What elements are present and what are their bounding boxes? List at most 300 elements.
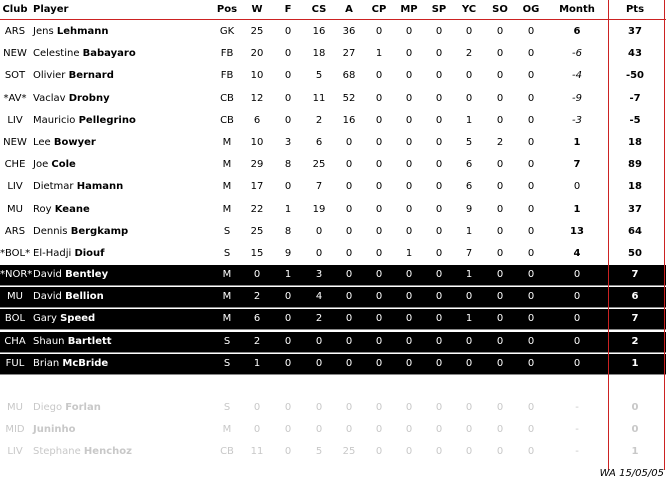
- og-cell: 0: [527, 446, 535, 458]
- player-first-name: Joe: [33, 159, 49, 171]
- month-cell: -: [575, 446, 579, 458]
- player-last-name: Hamann: [76, 181, 124, 193]
- og-cell: 0: [527, 70, 535, 82]
- f-cell: 0: [284, 335, 292, 347]
- month-cell: 0: [573, 291, 581, 303]
- cs-cell: 25: [312, 159, 326, 171]
- mp-cell: 0: [405, 137, 413, 148]
- player-last-name: Cole: [51, 159, 76, 171]
- pos-cell: M: [222, 424, 232, 436]
- f-cell: 1: [284, 203, 292, 215]
- w-cell: 10: [250, 137, 264, 148]
- club-cell: CHA: [4, 335, 26, 347]
- f-cell: 0: [284, 92, 292, 104]
- player-cell: [33, 222, 213, 242]
- pos-cell: M: [222, 159, 232, 171]
- pos-cell: S: [223, 402, 231, 413]
- row-separator: [0, 329, 666, 330]
- pts-cell: 89: [628, 159, 642, 171]
- table-row: [0, 222, 666, 242]
- f-cell: 0: [284, 181, 292, 193]
- cs-cell: 16: [312, 26, 326, 37]
- f-cell: 0: [284, 357, 292, 369]
- a-cell: 52: [342, 92, 356, 104]
- player-cell: [33, 111, 213, 131]
- cp-cell: 0: [375, 313, 383, 325]
- cp-cell: 0: [375, 92, 383, 104]
- sp-cell: 0: [435, 446, 443, 458]
- player-first-name: Celestine: [33, 48, 80, 60]
- club-cell: CHE: [4, 159, 26, 171]
- mp-cell: 0: [405, 335, 413, 347]
- w-cell: 0: [253, 269, 261, 280]
- mp-cell: 0: [405, 48, 413, 60]
- mp-cell: 0: [405, 26, 413, 37]
- f-cell: 0: [284, 26, 292, 37]
- player-first-name: David: [33, 269, 62, 280]
- player-first-name: Dietmar: [33, 181, 74, 193]
- cs-cell: 5: [315, 70, 323, 82]
- sp-cell: 0: [435, 357, 443, 369]
- club-cell: NEW: [3, 48, 27, 60]
- mp-cell: 0: [405, 114, 413, 126]
- so-cell: 0: [496, 159, 504, 171]
- header-og: OG: [522, 4, 540, 15]
- row-separator: [0, 374, 666, 375]
- header-cp: CP: [371, 4, 387, 15]
- header-w: W: [251, 4, 263, 15]
- pts-cell: 1: [631, 446, 639, 458]
- table-row: [0, 133, 666, 153]
- cp-cell: 0: [375, 26, 383, 37]
- pos-cell: GK: [219, 26, 235, 37]
- player-first-name: El-Hadji: [33, 248, 72, 259]
- month-cell: -: [575, 424, 579, 436]
- pos-cell: FB: [220, 48, 234, 60]
- yc-cell: 1: [465, 225, 473, 237]
- pos-cell: S: [223, 335, 231, 347]
- player-first-name: Diego: [33, 402, 63, 413]
- player-last-name: Pellegrino: [78, 114, 136, 126]
- pts-cell: 50: [628, 248, 642, 259]
- og-cell: 0: [527, 248, 535, 259]
- table-row: [0, 22, 666, 42]
- mp-cell: 0: [405, 159, 413, 171]
- player-first-name: Gary: [33, 313, 57, 325]
- table-row: [0, 354, 666, 374]
- so-cell: 0: [496, 357, 504, 369]
- header-pos: Pos: [216, 4, 238, 15]
- sp-cell: 0: [435, 402, 443, 413]
- header-pts: Pts: [625, 4, 645, 15]
- og-cell: 0: [527, 424, 535, 436]
- cp-cell: 0: [375, 70, 383, 82]
- club-cell: *AV*: [3, 92, 27, 104]
- club-cell: MU: [7, 402, 23, 413]
- club-cell: MID: [5, 424, 25, 436]
- cs-cell: 7: [315, 181, 323, 193]
- yc-cell: 7: [465, 248, 473, 259]
- month-cell: 0: [573, 335, 581, 347]
- yc-cell: 9: [465, 203, 473, 215]
- month-cell: 1: [573, 203, 581, 215]
- player-last-name: Bartlett: [67, 335, 112, 347]
- so-cell: 0: [496, 181, 504, 193]
- cp-cell: 0: [375, 335, 383, 347]
- month-cell: -4: [572, 70, 582, 82]
- f-cell: 3: [284, 137, 292, 148]
- player-cell: [33, 309, 213, 329]
- club-cell: *BOL*: [0, 248, 31, 259]
- player-first-name: David: [33, 291, 62, 303]
- pos-cell: S: [223, 248, 231, 259]
- table-row: [0, 244, 666, 264]
- cs-cell: 4: [315, 291, 323, 303]
- player-cell: [33, 265, 213, 285]
- player-cell: [33, 22, 213, 42]
- player-last-name: Drobny: [68, 92, 110, 104]
- sp-cell: 0: [435, 269, 443, 280]
- og-cell: 0: [527, 159, 535, 171]
- player-first-name: Roy: [33, 203, 52, 215]
- yc-cell: 1: [465, 114, 473, 126]
- og-cell: 0: [527, 291, 535, 303]
- so-cell: 0: [496, 92, 504, 104]
- a-cell: 25: [342, 446, 356, 458]
- table-row: [0, 155, 666, 175]
- month-cell: 7: [573, 159, 581, 171]
- club-cell: ARS: [4, 26, 26, 37]
- pts-cell: 43: [628, 48, 642, 60]
- so-cell: 0: [496, 114, 504, 126]
- player-last-name: Speed: [60, 313, 96, 325]
- table-row: [0, 265, 666, 285]
- og-cell: 0: [527, 269, 535, 280]
- month-divider: [608, 0, 609, 470]
- so-cell: 0: [496, 446, 504, 458]
- f-cell: 0: [284, 313, 292, 325]
- cp-cell: 0: [375, 137, 383, 148]
- a-cell: 0: [345, 181, 353, 193]
- player-last-name: McBride: [62, 357, 109, 369]
- a-cell: 0: [345, 357, 353, 369]
- cp-cell: 0: [375, 181, 383, 193]
- cp-cell: 0: [375, 402, 383, 413]
- pos-cell: CB: [220, 92, 234, 104]
- player-cell: [33, 420, 213, 440]
- cp-cell: 0: [375, 446, 383, 458]
- a-cell: 0: [345, 335, 353, 347]
- cs-cell: 11: [312, 92, 326, 104]
- mp-cell: 0: [405, 313, 413, 325]
- pos-cell: M: [222, 203, 232, 215]
- sp-cell: 0: [435, 225, 443, 237]
- pos-cell: S: [223, 357, 231, 369]
- mp-cell: 0: [405, 181, 413, 193]
- player-cell: [33, 177, 213, 197]
- pts-cell: -7: [629, 92, 641, 104]
- a-cell: 16: [342, 114, 356, 126]
- table-row: [0, 398, 666, 418]
- sp-cell: 0: [435, 70, 443, 82]
- player-first-name: Stephane: [33, 446, 81, 458]
- f-cell: 0: [284, 70, 292, 82]
- pts-cell: 18: [628, 137, 642, 148]
- player-last-name: Juninho: [33, 424, 76, 436]
- yc-cell: 0: [465, 92, 473, 104]
- mp-cell: 0: [405, 402, 413, 413]
- og-cell: 0: [527, 137, 535, 148]
- pts-cell: 0: [631, 402, 639, 413]
- player-last-name: Bernard: [68, 70, 114, 82]
- mp-cell: 0: [405, 446, 413, 458]
- month-cell: 1: [573, 137, 581, 148]
- w-cell: 6: [253, 313, 261, 325]
- month-cell: -3: [572, 114, 582, 126]
- yc-cell: 2: [465, 48, 473, 60]
- f-cell: 0: [284, 424, 292, 436]
- club-cell: LIV: [7, 446, 23, 458]
- row-separator: [0, 307, 666, 308]
- month-cell: -6: [572, 48, 582, 60]
- player-cell: [33, 398, 213, 418]
- pts-cell: 18: [628, 181, 642, 193]
- f-cell: 0: [284, 114, 292, 126]
- yc-cell: 5: [465, 137, 473, 148]
- player-first-name: Shaun: [33, 335, 65, 347]
- cs-cell: 2: [315, 114, 323, 126]
- player-last-name: Diouf: [74, 248, 105, 259]
- yc-cell: 0: [465, 70, 473, 82]
- f-cell: 9: [284, 248, 292, 259]
- so-cell: 0: [496, 26, 504, 37]
- a-cell: 0: [345, 269, 353, 280]
- cs-cell: 3: [315, 269, 323, 280]
- player-first-name: Jens: [33, 26, 54, 37]
- table-row: [0, 287, 666, 307]
- w-cell: 25: [250, 26, 264, 37]
- club-cell: NEW: [3, 137, 27, 148]
- a-cell: 68: [342, 70, 356, 82]
- pos-cell: CB: [220, 114, 234, 126]
- table-row: [0, 442, 666, 462]
- month-cell: 4: [573, 248, 581, 259]
- so-cell: 0: [496, 424, 504, 436]
- month-cell: -9: [572, 92, 582, 104]
- og-cell: 0: [527, 26, 535, 37]
- cs-cell: 0: [315, 424, 323, 436]
- player-cell: [33, 66, 213, 86]
- w-cell: 22: [250, 203, 264, 215]
- yc-cell: 6: [465, 159, 473, 171]
- sp-cell: 0: [435, 181, 443, 193]
- club-cell: LIV: [7, 181, 23, 193]
- header-so: SO: [492, 4, 508, 15]
- sp-cell: 0: [435, 291, 443, 303]
- player-first-name: Vaclav: [33, 92, 66, 104]
- pts-cell: -5: [629, 114, 641, 126]
- table-row: [0, 420, 666, 440]
- club-cell: SOT: [4, 70, 26, 82]
- mp-cell: 0: [405, 225, 413, 237]
- pts-cell: 37: [628, 203, 642, 215]
- a-cell: 36: [342, 26, 356, 37]
- table-row: [0, 309, 666, 329]
- pts-cell: -50: [625, 70, 645, 82]
- cs-cell: 0: [315, 248, 323, 259]
- og-cell: 0: [527, 92, 535, 104]
- sp-cell: 0: [435, 203, 443, 215]
- player-last-name: Forlan: [65, 402, 101, 413]
- player-last-name: Bentley: [65, 269, 109, 280]
- footer-date: WA 15/05/05: [599, 468, 664, 479]
- pos-cell: M: [222, 291, 232, 303]
- player-cell: [33, 200, 213, 220]
- f-cell: 0: [284, 48, 292, 60]
- a-cell: 0: [345, 159, 353, 171]
- player-last-name: Bergkamp: [70, 225, 129, 237]
- cp-cell: 1: [375, 48, 383, 60]
- month-cell: 6: [573, 26, 581, 37]
- cp-cell: 0: [375, 248, 383, 259]
- header-club: Club: [2, 4, 28, 15]
- club-cell: MU: [7, 203, 23, 215]
- og-cell: 0: [527, 48, 535, 60]
- yc-cell: 1: [465, 313, 473, 325]
- so-cell: 0: [496, 203, 504, 215]
- cs-cell: 0: [315, 225, 323, 237]
- player-last-name: Keane: [54, 203, 90, 215]
- so-cell: 0: [496, 248, 504, 259]
- a-cell: 0: [345, 203, 353, 215]
- table-row: [0, 66, 666, 86]
- w-cell: 0: [253, 424, 261, 436]
- pts-cell: 1: [631, 357, 639, 369]
- mp-cell: 0: [405, 357, 413, 369]
- player-last-name: Bowyer: [53, 137, 96, 148]
- table-row: [0, 44, 666, 64]
- cp-cell: 0: [375, 291, 383, 303]
- a-cell: 0: [345, 424, 353, 436]
- w-cell: 17: [250, 181, 264, 193]
- sp-cell: 0: [435, 92, 443, 104]
- yc-cell: 0: [465, 424, 473, 436]
- w-cell: 25: [250, 225, 264, 237]
- cp-cell: 0: [375, 159, 383, 171]
- w-cell: 11: [250, 446, 264, 458]
- header-month: Month: [559, 4, 595, 15]
- table-row: [0, 111, 666, 131]
- yc-cell: 0: [465, 335, 473, 347]
- og-cell: 0: [527, 313, 535, 325]
- header-yc: YC: [461, 4, 477, 15]
- f-cell: 0: [284, 446, 292, 458]
- og-cell: 0: [527, 335, 535, 347]
- club-cell: MU: [7, 291, 23, 303]
- f-cell: 1: [284, 269, 292, 280]
- w-cell: 2: [253, 335, 261, 347]
- table-row: [0, 332, 666, 352]
- player-last-name: Bellion: [65, 291, 104, 303]
- player-cell: [33, 332, 213, 352]
- player-cell: [33, 89, 213, 109]
- pos-cell: M: [222, 313, 232, 325]
- table-row: [0, 177, 666, 197]
- player-first-name: Dennis: [33, 225, 68, 237]
- cp-cell: 0: [375, 225, 383, 237]
- club-cell: ARS: [4, 225, 26, 237]
- player-cell: [33, 442, 213, 462]
- sp-cell: 0: [435, 313, 443, 325]
- month-cell: 13: [570, 225, 584, 237]
- cp-cell: 0: [375, 357, 383, 369]
- a-cell: 27: [342, 48, 356, 60]
- month-cell: 0: [573, 357, 581, 369]
- cp-cell: 0: [375, 114, 383, 126]
- f-cell: 8: [284, 159, 292, 171]
- pts-cell: 64: [628, 225, 642, 237]
- cs-cell: 6: [315, 137, 323, 148]
- sp-cell: 0: [435, 248, 443, 259]
- og-cell: 0: [527, 402, 535, 413]
- header-a: A: [345, 4, 353, 15]
- w-cell: 20: [250, 48, 264, 60]
- so-cell: 0: [496, 70, 504, 82]
- row-separator: [0, 285, 666, 286]
- month-cell: 0: [573, 269, 581, 280]
- og-cell: 0: [527, 225, 535, 237]
- w-cell: 0: [253, 402, 261, 413]
- so-cell: 0: [496, 225, 504, 237]
- mp-cell: 0: [405, 269, 413, 280]
- mp-cell: 1: [405, 248, 413, 259]
- row-separator: [0, 352, 666, 353]
- pos-cell: CB: [220, 446, 234, 458]
- header-mp: MP: [400, 4, 418, 15]
- club-cell: BOL: [4, 313, 26, 325]
- so-cell: 0: [496, 402, 504, 413]
- player-cell: [33, 44, 213, 64]
- header-f: F: [284, 4, 292, 15]
- og-cell: 0: [527, 203, 535, 215]
- f-cell: 0: [284, 291, 292, 303]
- so-cell: 0: [496, 313, 504, 325]
- player-first-name: Mauricio: [33, 114, 76, 126]
- club-cell: LIV: [7, 114, 23, 126]
- cp-cell: 0: [375, 269, 383, 280]
- a-cell: 0: [345, 313, 353, 325]
- player-cell: [33, 287, 213, 307]
- pts-divider: [664, 0, 665, 470]
- pts-cell: 37: [628, 26, 642, 37]
- player-last-name: Henchoz: [83, 446, 132, 458]
- w-cell: 6: [253, 114, 261, 126]
- so-cell: 0: [496, 48, 504, 60]
- yc-cell: 0: [465, 26, 473, 37]
- a-cell: 0: [345, 248, 353, 259]
- a-cell: 0: [345, 137, 353, 148]
- pts-cell: 0: [631, 424, 639, 436]
- sp-cell: 0: [435, 26, 443, 37]
- month-cell: -: [575, 402, 579, 413]
- header-sp: SP: [431, 4, 447, 15]
- f-cell: 0: [284, 402, 292, 413]
- cs-cell: 0: [315, 357, 323, 369]
- yc-cell: 1: [465, 269, 473, 280]
- player-cell: [33, 354, 213, 374]
- cp-cell: 0: [375, 203, 383, 215]
- w-cell: 1: [253, 357, 261, 369]
